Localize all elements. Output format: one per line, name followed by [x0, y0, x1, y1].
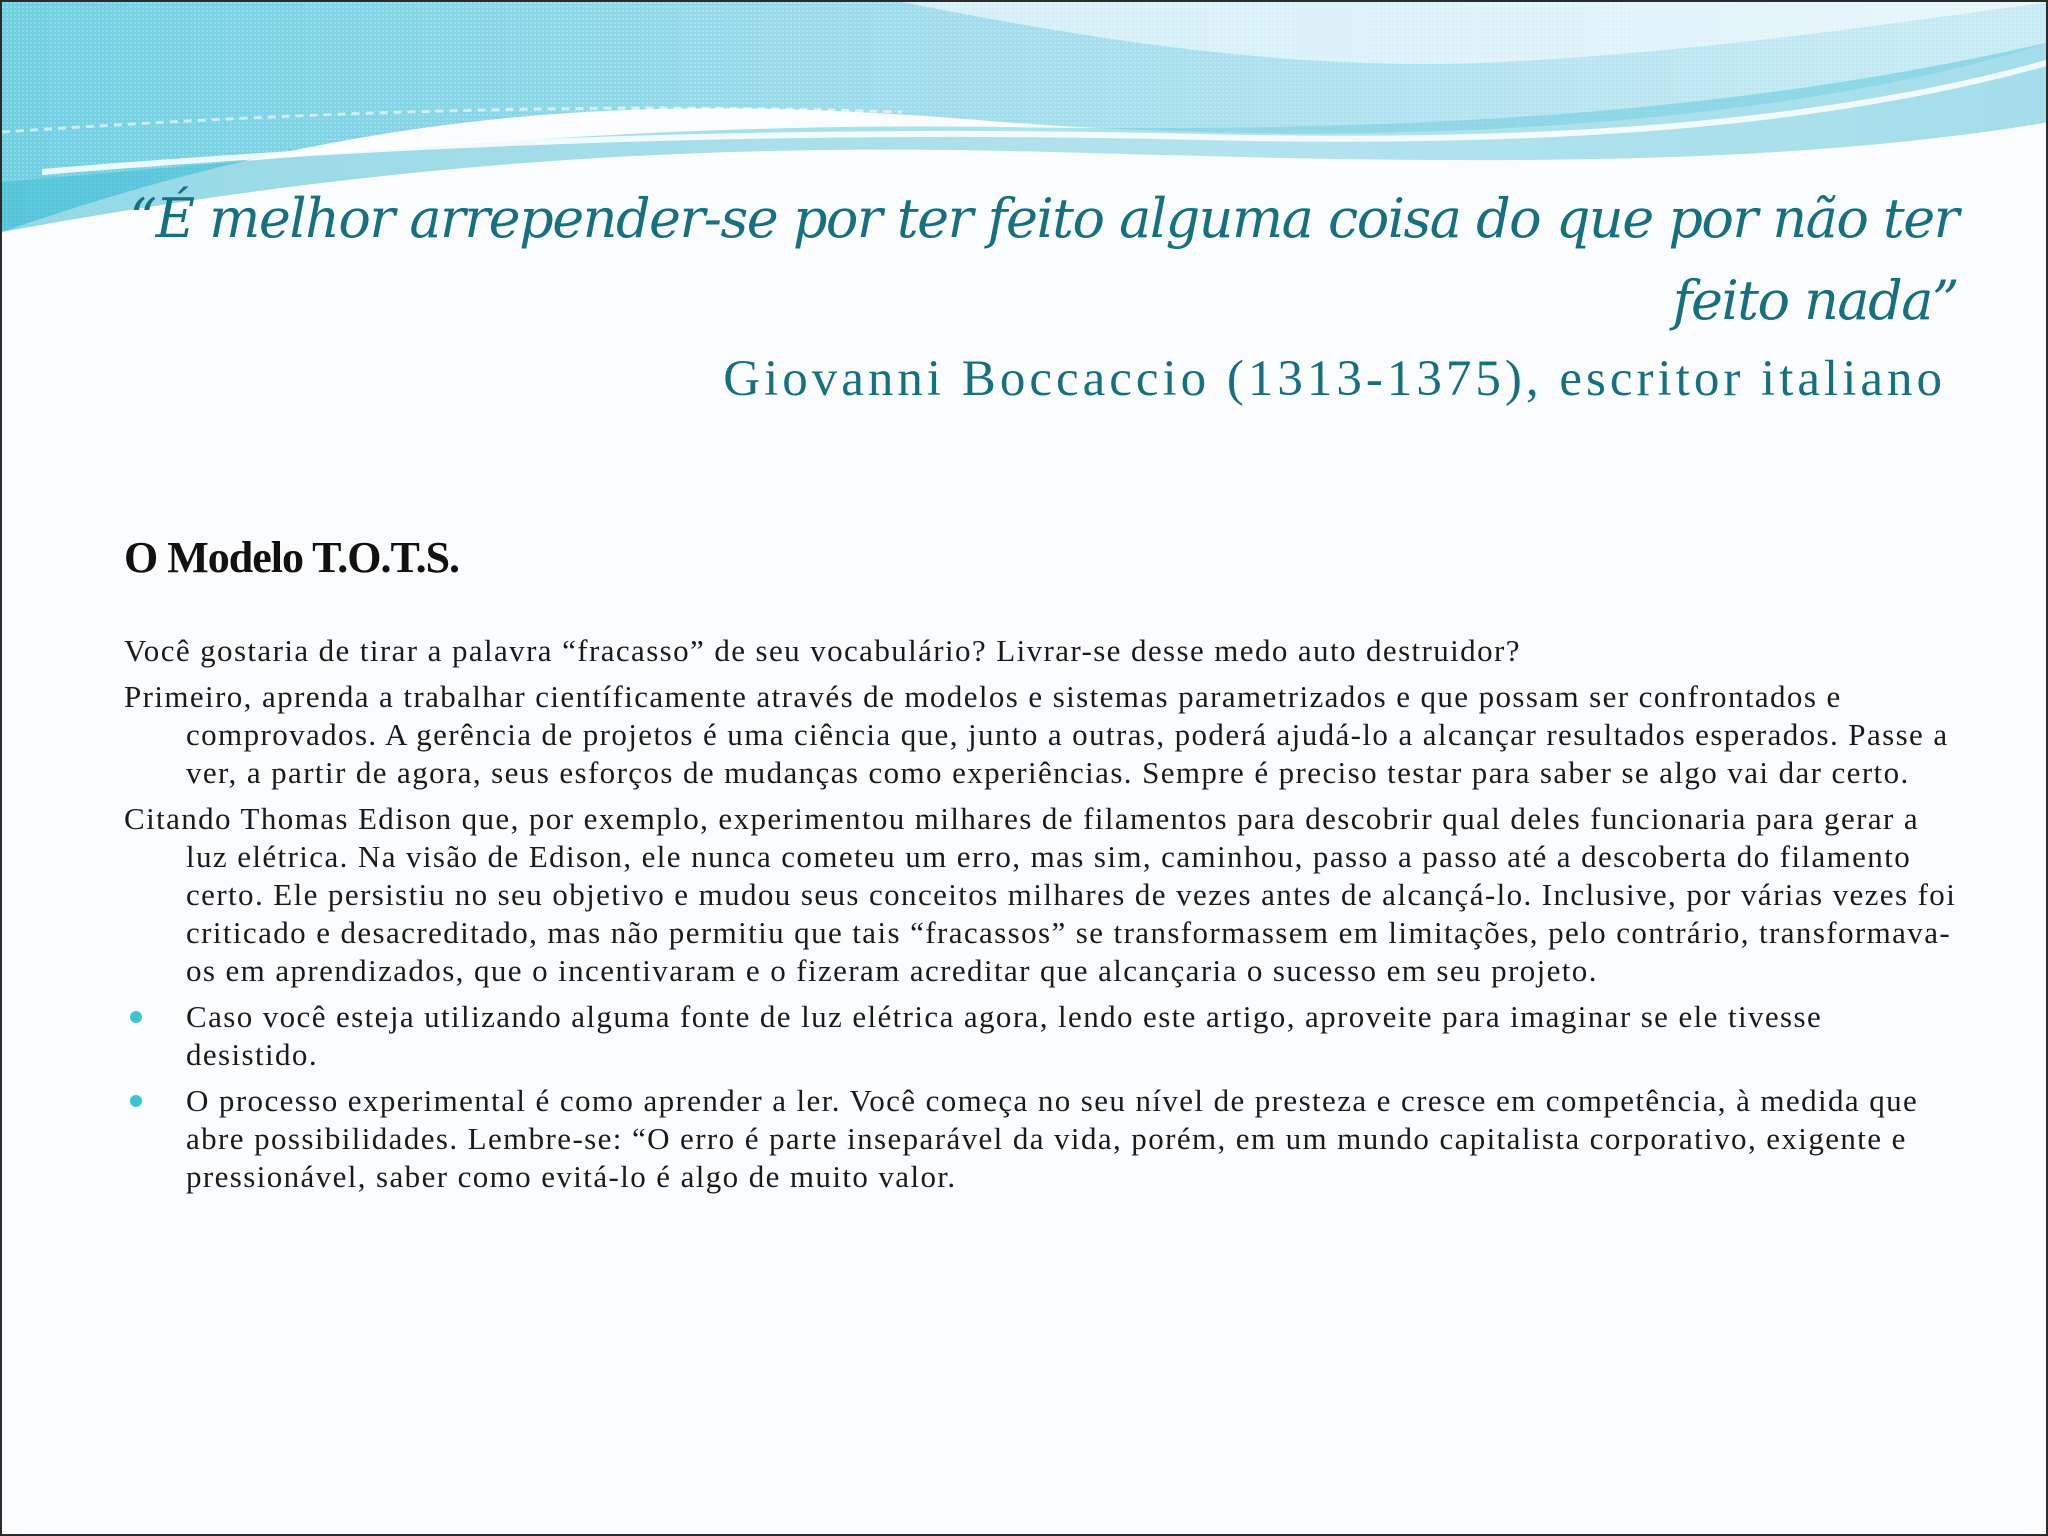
- body-text: [124, 632, 1958, 1204]
- bullet-dot-icon: [130, 1095, 142, 1107]
- quote-title: [122, 178, 1958, 342]
- quote-line-2: feito nada”: [1672, 269, 1958, 332]
- section-heading: O Modelo T.O.T.S.: [124, 533, 460, 582]
- quote-author: Giovanni Boccaccio (1313-1375), escritor italiano: [723, 351, 1946, 407]
- quote-line-1: “É melhor arrepender-se por ter feito alguma coisa do que por não ter: [129, 187, 1958, 250]
- title-block: [122, 178, 1958, 414]
- paragraph: Citando Thomas Edison que, por exemplo, experimentou milhares de filamentos para descobrir qual deles funcionaria para gerar a luz elétrica. Na visão de Edison, ele nunca cometeu um erro, mas sim, caminhou, passo a passo até a descoberta do filamento certo. Ele persistiu no seu objetivo e mudou seus conceitos milhares de vezes antes de alcançá-lo. Inclusive, por várias vezes foi criticado e desacreditado, mas não permitiu que tais “fracassos” se transformassem em limitações, pelo contrário, transformava-os em aprendizados, que o incentivaram e o fizeram acreditar que alcançaria o sucesso em seu projeto.: [124, 801, 1957, 988]
- bullet-text: O processo experimental é como aprender a ler. Você começa no seu nível de presteza e cresce em competência, à medida que abre possibilidades. Lembre-se: “O erro é parte inseparável da vida, porém, em um mundo capitalista corporativo, exigente e pressionável, saber como evitá-lo é algo de muito valor.: [186, 1083, 1919, 1194]
- bullet-item: [124, 998, 1958, 1074]
- paragraph: Primeiro, aprenda a trabalhar científicamente através de modelos e sistemas parametrizados e que possam ser confrontados e comprovados. A gerência de projetos é uma ciência que, junto a outras, poderá ajudá-lo a alcançar resultados esperados. Passe a ver, a partir de agora, seus esforços de mudanças como experiências. Sempre é preciso testar para saber se algo vai dar certo.: [124, 679, 1949, 790]
- bullet-dot-icon: [130, 1011, 142, 1023]
- paragraph: Você gostaria de tirar a palavra “fracasso” de seu vocabulário? Livrar-se desse medo auto destruidor?: [124, 633, 1521, 668]
- bullet-item: [124, 1082, 1958, 1196]
- bullet-text: Caso você esteja utilizando alguma fonte de luz elétrica agora, lendo este artigo, aproveite para imaginar se ele tivesse desistido.: [186, 999, 1823, 1072]
